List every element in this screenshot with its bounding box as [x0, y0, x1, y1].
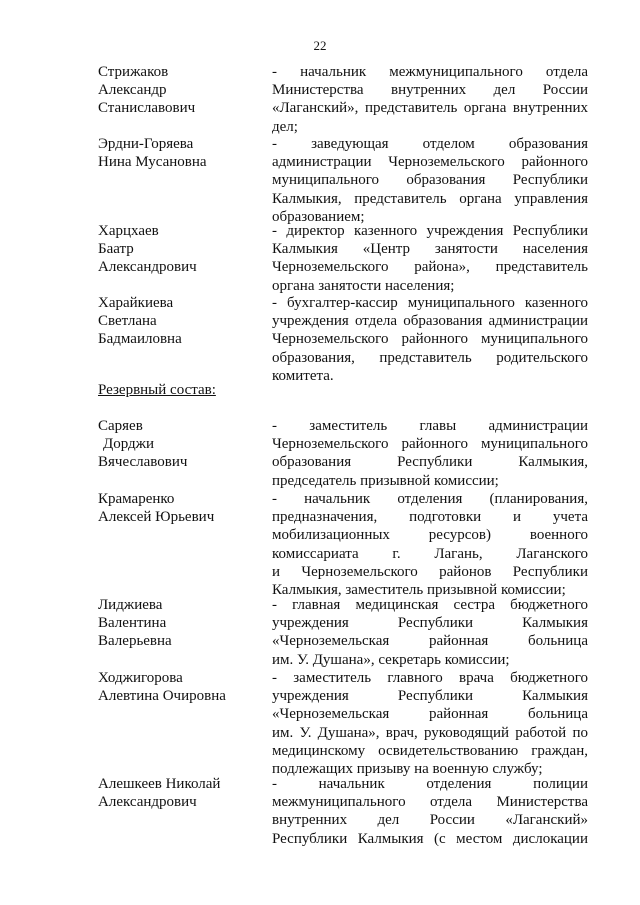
member-name	[98, 596, 268, 651]
member-position-line: Министерства внутренних дел России	[272, 82, 588, 99]
member-position-line: мобилизационных ресурсов) военного	[272, 527, 588, 544]
member-position-line: председатель призывной комиссии;	[272, 472, 499, 489]
member-position	[272, 775, 588, 848]
member-name-line: Александр	[98, 82, 167, 99]
member-position-line: - начальник межмуниципального отдела	[272, 64, 588, 80]
member-position	[272, 596, 588, 669]
member-name-line: Александрович	[98, 794, 197, 811]
member-position-line: «Лаганский», представитель органа внутренних	[272, 100, 588, 117]
member-position-line: образованием;	[272, 208, 365, 225]
member-name	[98, 417, 268, 472]
member-position-line: администрации Черноземельского районного	[272, 154, 588, 171]
member-position-line: - директор казенного учреждения Республики	[272, 223, 588, 239]
member-position-line: «Черноземельская районная больница	[272, 706, 588, 723]
member-position-line: «Черноземельская районная больница	[272, 633, 588, 650]
member-position-line: им. У. Душана», секретарь комиссии;	[272, 651, 510, 668]
member-name-line: Саряев	[98, 418, 143, 434]
member-position-line: подлежащих призыву на военную службу;	[272, 761, 543, 778]
member-position-line: образования, представитель родительского	[272, 349, 588, 366]
member-position-line: - начальник отделения (планирования,	[272, 491, 588, 507]
member-name-line: Харцхаев	[98, 223, 159, 239]
page-number: 22	[313, 38, 327, 53]
member-position-line: - заместитель главы администрации	[272, 418, 588, 434]
member-name-line: Лиджиева	[98, 597, 163, 613]
member-name-line: Алексей Юрьевич	[98, 509, 215, 526]
member-name	[98, 490, 268, 526]
member-name-line: Харайкиева	[98, 295, 174, 311]
member-position-line: и Черноземельского районов Республики	[272, 563, 588, 580]
member-name-line: Алевтина Очировна	[98, 688, 226, 705]
member-name-line: Стрижаков	[98, 64, 169, 80]
member-name-line: Эрдни-Горяева	[98, 136, 194, 152]
member-name-line: Александрович	[98, 259, 197, 276]
member-name-line: Бадмаиловна	[98, 331, 182, 348]
member-name-line: Крамаренко	[98, 491, 175, 507]
member-position	[272, 417, 588, 490]
member-position-line: - главная медицинская сестра бюджетного	[272, 597, 588, 613]
member-position-line: - бухгалтер-кассир муниципального казенного	[272, 295, 588, 311]
member-position-line: Калмыкия, представитель органа управления	[272, 190, 588, 207]
member-position-line: учреждения Республики Калмыкия	[272, 615, 588, 632]
member-position	[272, 222, 588, 295]
member-position-line: органа занятости населения;	[272, 277, 455, 294]
member-name-line: Баатр	[98, 241, 134, 258]
member-position-line: Калмыкия, заместитель призывной комиссии;	[272, 582, 566, 599]
member-name	[98, 669, 268, 705]
member-position-line: - заместитель главного врача бюджетного	[272, 670, 588, 686]
member-name	[98, 63, 268, 118]
member-position-line: учреждения Республики Калмыкия	[272, 688, 588, 705]
member-position-line: дел;	[272, 118, 298, 135]
member-position	[272, 63, 588, 136]
member-name-line: Дорджи	[103, 436, 155, 453]
member-name-line: Станиславович	[98, 100, 196, 117]
member-position-line: - начальник отделения полиции	[272, 776, 588, 792]
member-position	[272, 294, 588, 385]
member-position-line: им. У. Душана», врач, руководящий работой по	[272, 724, 588, 741]
member-name-line: Светлана	[98, 313, 157, 330]
member-position-line: - заведующая отделом образования	[272, 136, 588, 152]
member-position-line: Республики Калмыкия (с местом дислокации	[272, 830, 588, 847]
member-name-line: Нина Мусановна	[98, 154, 207, 171]
member-position-line: Черноземельского районного муниципального	[272, 436, 588, 453]
member-name-line: Валентина	[98, 615, 167, 632]
member-position	[272, 135, 588, 226]
member-position-line: учреждения отдела образования администрации	[272, 313, 588, 330]
member-name-line: Валерьевна	[98, 633, 172, 650]
member-position-line: комиссариата г. Лагань, Лаганского	[272, 545, 588, 562]
member-position-line: предназначения, подготовки и учета	[272, 509, 588, 526]
member-position-line: Черноземельского района», представитель	[272, 259, 588, 276]
member-name-line: Вячеславович	[98, 454, 188, 471]
member-position-line: медицинскому освидетельствованию граждан,	[272, 742, 588, 759]
reserve-heading: Резервный состав:	[98, 382, 216, 398]
member-name-line: Ходжигорова	[98, 670, 183, 686]
member-position-line: образования Республики Калмыкия,	[272, 454, 588, 471]
member-position-line: межмуниципального отдела Министерства	[272, 794, 588, 811]
member-position	[272, 669, 588, 778]
member-position-line: муниципального образования Республики	[272, 172, 588, 189]
member-position-line: внутренних дел России «Лаганский»	[272, 812, 588, 829]
member-name	[98, 135, 268, 171]
member-name	[98, 222, 268, 277]
member-position	[272, 490, 588, 599]
member-name	[98, 294, 268, 349]
member-position-line: Калмыкия «Центр занятости населения	[272, 241, 588, 258]
member-name-line: Алешкеев Николай	[98, 776, 221, 792]
member-name	[98, 775, 268, 811]
member-position-line: Черноземельского районного муниципального	[272, 331, 588, 348]
member-position-line: комитета.	[272, 367, 334, 384]
